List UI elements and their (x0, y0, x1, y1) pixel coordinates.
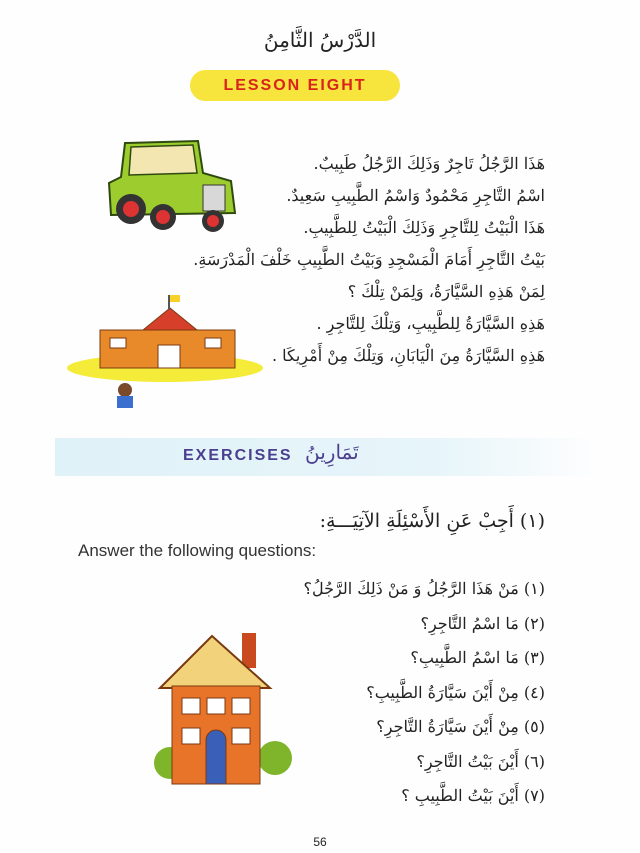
page-number: 56 (313, 835, 327, 849)
exercises-label-arabic: تَمَارِينُ (305, 440, 359, 464)
house-illustration (150, 628, 300, 793)
question-item: (١) مَنْ هَذَا الرَّجُلُ وَ مَنْ ذَلِكَ الرَّجُلُ؟ (303, 579, 545, 598)
question-item: (٦) أَيْنَ بَيْتُ التَّاجِرِ؟ (416, 751, 545, 771)
question-item: (٢) مَا اسْمُ التَّاجِرِ؟ (420, 613, 545, 633)
school-illustration (65, 290, 265, 415)
reading-line: اسْمُ التَّاجِرِ مَحْمُودٌ وَاسْمُ الطَّبِيبِ سَعِيدٌ. (286, 186, 545, 205)
reading-line: هَذَا الْبَيْتُ لِلتَّاجِرِ وَذَلِكَ الْبَيْتُ لِلطَّبِيبِ. (303, 218, 545, 237)
question-item: (٧) أَيْنَ بَيْتُ الطَّبِيبِ ؟ (401, 786, 545, 805)
reading-line: لِمَنْ هَذِهِ السَّيَّارَةُ، وَلِمَنْ تِلْكَ ؟ (347, 282, 545, 301)
question-item: (٣) مَا اسْمُ الطَّبِيبِ؟ (410, 648, 545, 667)
reading-line: هَذِهِ السَّيَّارَةُ لِلطَّبِيبِ، وَتِلْكَ لِلتَّاجِرِ . (316, 314, 545, 333)
reading-line: بَيْتُ التَّاجِرِ أَمَامَ الْمَسْجِدِ وَبَيْتُ الطَّبِيبِ خَلْفَ الْمَدْرَسَةِ. (193, 250, 545, 269)
question-item: (٤) مِنْ أَيْنَ سَيَّارَةُ الطَّبِيبِ؟ (366, 682, 545, 702)
questions-heading-english: Answer the following questions: (78, 541, 317, 560)
question-list (304, 572, 545, 814)
lesson-title-english: LESSON EIGHT (190, 70, 400, 101)
questions-heading-arabic: (١) أَجِبْ عَنِ الأَسْئِلَةِ الآتِيَـــةِ: (319, 510, 545, 532)
reading-line: هَذَا الرَّجُلُ تَاجِرٌ وَذَلِكَ الرَّجُلُ طَبِيبٌ. (313, 154, 545, 173)
question-item: (٥) مِنْ أَيْنَ سَيَّارَةُ التَّاجِرِ؟ (376, 717, 545, 736)
exercises-label-english: EXERCISES (183, 447, 293, 464)
lesson-title-arabic: الدَّرْسُ الثَّامِنُ (263, 28, 377, 52)
reading-line: هَذِهِ السَّيَّارَةُ مِنَ الْيَابَانِ، وَتِلْكَ مِنْ أَمْرِيكَا . (271, 346, 545, 365)
